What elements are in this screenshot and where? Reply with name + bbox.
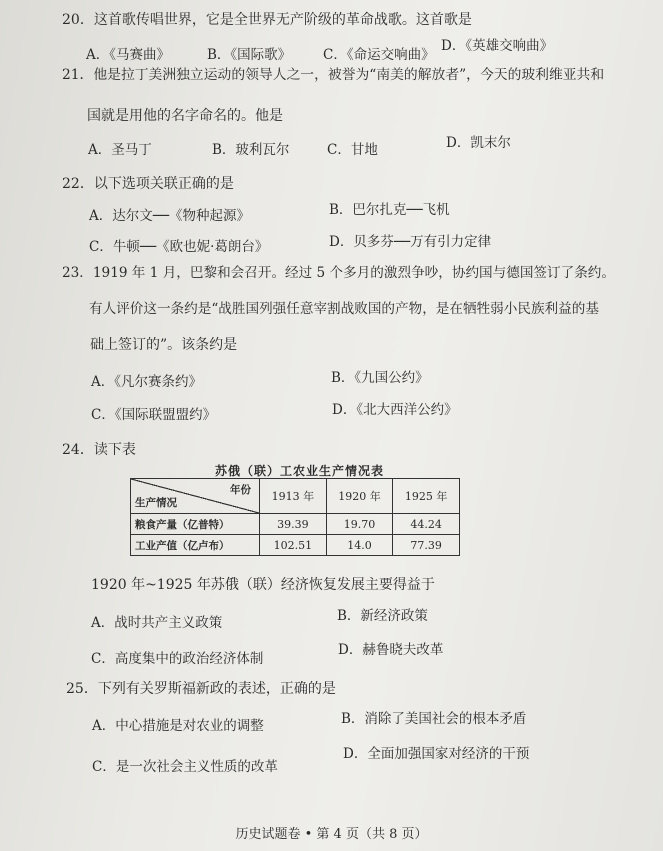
table-row-label: 工业产值（亿卢布）: [131, 535, 260, 556]
question-24-stem: 24．读下表: [62, 442, 136, 458]
table-year-header: 1913 年: [260, 479, 327, 514]
question-24-option-b: B．新经济政策: [337, 608, 428, 624]
question-23-option-d: D．《北大西洋公约》: [332, 402, 458, 418]
table-caption: 苏俄（联）工农业生产情况表: [215, 464, 385, 478]
question-24-option-d: D．赫鲁晓夫改革: [338, 642, 444, 658]
question-24-followup: 1920 年~1925 年苏俄（联）经济恢复发展主要得益于: [91, 577, 435, 593]
question-22-stem: 22．以下选项关联正确的是: [62, 176, 234, 192]
production-table: [130, 478, 460, 556]
table-corner-cell: [131, 479, 260, 514]
table-year-header: 1920 年: [326, 479, 393, 514]
question-22-option-d: D．贝多芬──万有引力定律: [329, 234, 492, 250]
table-corner-top: 年份: [230, 484, 251, 496]
page-footer: 历史试题卷 • 第 4 页（共 8 页）: [235, 827, 428, 842]
table-cell: 14.0: [326, 535, 393, 556]
question-21-option-d: D．凯末尔: [446, 135, 511, 151]
question-21-stem-line2: 国就是用他的名字命名的。他是: [87, 108, 283, 124]
question-24-option-a: A．战时共产主义政策: [91, 615, 223, 631]
question-22-option-a: A．达尔文──《物种起源》: [89, 208, 251, 224]
question-22-option-c: C．牛顿──《欧也妮·葛朗台》: [89, 239, 269, 255]
question-20-stem: 20．这首歌传唱世界，它是全世界无产阶级的革命战歌。这首歌是: [62, 12, 472, 28]
question-21-option-b: B．玻利瓦尔: [212, 142, 290, 158]
table-cell: 102.51: [260, 535, 327, 556]
table-row: [131, 514, 460, 535]
question-23-option-c: C．《国际联盟盟约》: [91, 407, 217, 423]
question-21-stem-line1: 21．他是拉丁美洲独立运动的领导人之一，被誉为“南美的解放者”，今天的玻利维亚共和: [62, 67, 605, 83]
table-cell: 44.24: [393, 514, 460, 535]
table-corner-bottom: 生产情况: [135, 497, 177, 509]
question-25-option-b: B．消除了美国社会的根本矛盾: [341, 711, 527, 727]
question-25-option-d: D．全面加强国家对经济的干预: [343, 746, 530, 762]
table-cell: 19.70: [326, 514, 393, 535]
question-23-option-a: A．《凡尔赛条约》: [91, 374, 202, 390]
question-20-option-d: D．《英雄交响曲》: [441, 38, 554, 54]
question-25-option-c: C．是一次社会主义性质的改革: [92, 759, 278, 775]
question-23-stem-line3: 础上签订的”。该条约是: [90, 337, 238, 353]
table-year-header: 1925 年: [393, 479, 460, 514]
question-25-option-a: A．中心措施是对农业的调整: [92, 718, 264, 734]
question-21-option-a: A．圣马丁: [88, 142, 152, 158]
table-cell: 39.39: [260, 514, 327, 535]
question-20-option-b: B．《国际歌》: [207, 47, 292, 63]
table-row-label: 粮食产量（亿普特）: [131, 514, 260, 535]
question-22-option-b: B．巴尔扎克──飞机: [329, 202, 450, 218]
question-23-stem-line1: 23．1919 年 1 月，巴黎和会召开。经过 5 个多月的激烈争吵，协约国与德国签订了条约。: [62, 265, 615, 281]
question-20-option-c: C．《命运交响曲》: [323, 47, 435, 63]
question-20-option-a: A．《马赛曲》: [86, 47, 170, 63]
table-header-row: [131, 479, 460, 514]
table-cell: 77.39: [393, 535, 460, 556]
question-24-option-c: C．高度集中的政治经济体制: [91, 651, 264, 667]
question-23-option-b: B．《九国公约》: [331, 370, 429, 386]
question-23-stem-line2: 有人评价这一条约是“战胜国列强任意宰割战败国的产物，是在牺牲弱小民族利益的基: [89, 301, 599, 317]
table-row: [131, 535, 460, 556]
question-21-option-c: C．甘地: [327, 142, 378, 158]
question-25-stem: 25．下列有关罗斯福新政的表述，正确的是: [66, 681, 336, 697]
